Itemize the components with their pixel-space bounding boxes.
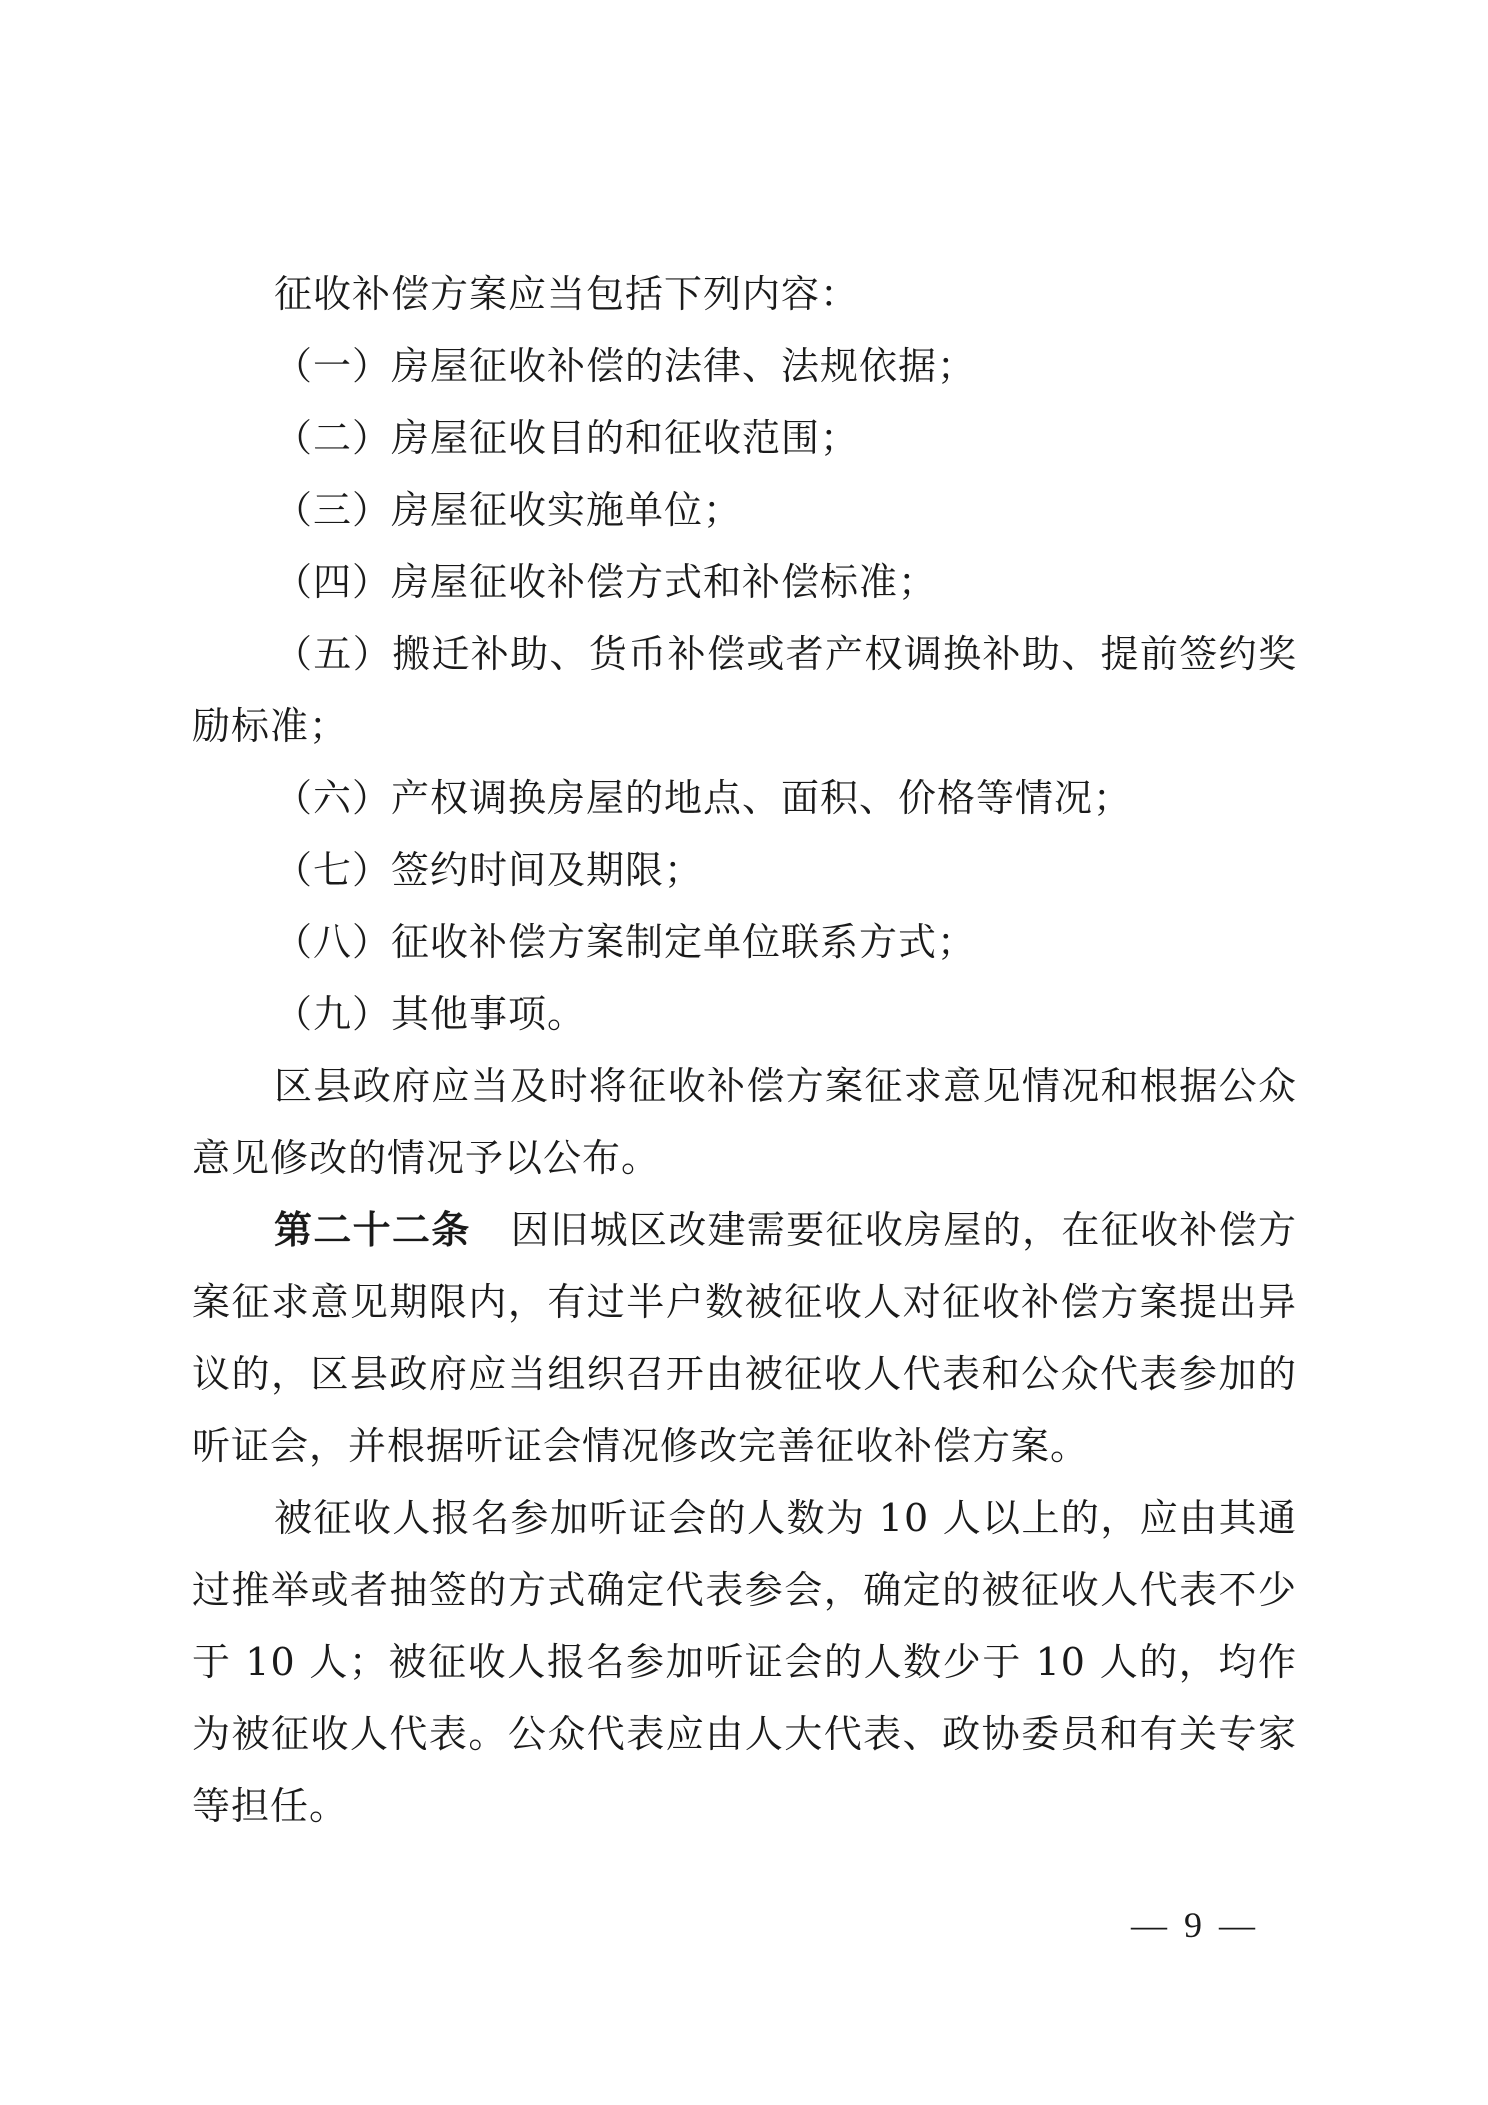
- list-item: （八）征收补偿方案制定单位联系方式；: [274, 920, 977, 964]
- list-item: （二）房屋征收目的和征收范围；: [274, 416, 860, 460]
- article-title: 第二十二条: [274, 1208, 471, 1252]
- list-item: （三）房屋征收实施单位；: [274, 488, 743, 532]
- list-item: （一）房屋征收补偿的法律、法规依据；: [274, 344, 977, 388]
- article-body: 因旧城区改建需要征收房屋的，在征收补偿方案征求意见期限内，有过半户数被征收人对征收补偿方案提出异议的，区县政府应当组织召开由被征收人代表和公众代表参加的听证会，并根据听证会情况修改完善征收补偿方案。: [192, 1208, 1297, 1468]
- list-item: （四）房屋征收补偿方式和补偿标准；: [274, 560, 938, 604]
- document-body: [192, 258, 1297, 1842]
- intro-paragraph: 征收补偿方案应当包括下列内容：: [274, 272, 860, 316]
- list-item: （六）产权调换房屋的地点、面积、价格等情况；: [274, 776, 1133, 820]
- publish-paragraph: 区县政府应当及时将征收补偿方案征求意见情况和根据公众意见修改的情况予以公布。: [192, 1064, 1297, 1180]
- page-number: — 9 —: [1131, 1905, 1259, 1945]
- list-item: （七）签约时间及期限；: [274, 848, 704, 892]
- article-22-paragraph: [192, 1194, 1297, 1482]
- hearing-paragraph: 被征收人报名参加听证会的人数为 10 人以上的，应由其通过推举或者抽签的方式确定代表参会，确定的被征收人代表不少于 10 人；被征收人报名参加听证会的人数少于 10 人的，均作为被征收人代表。公众代表应由人大代表、政协委员和有关专家等担任。: [192, 1496, 1297, 1828]
- list-item: （五）搬迁补助、货币补偿或者产权调换补助、提前签约奖励标准；: [192, 632, 1297, 748]
- list-item: （九）其他事项。: [274, 992, 587, 1036]
